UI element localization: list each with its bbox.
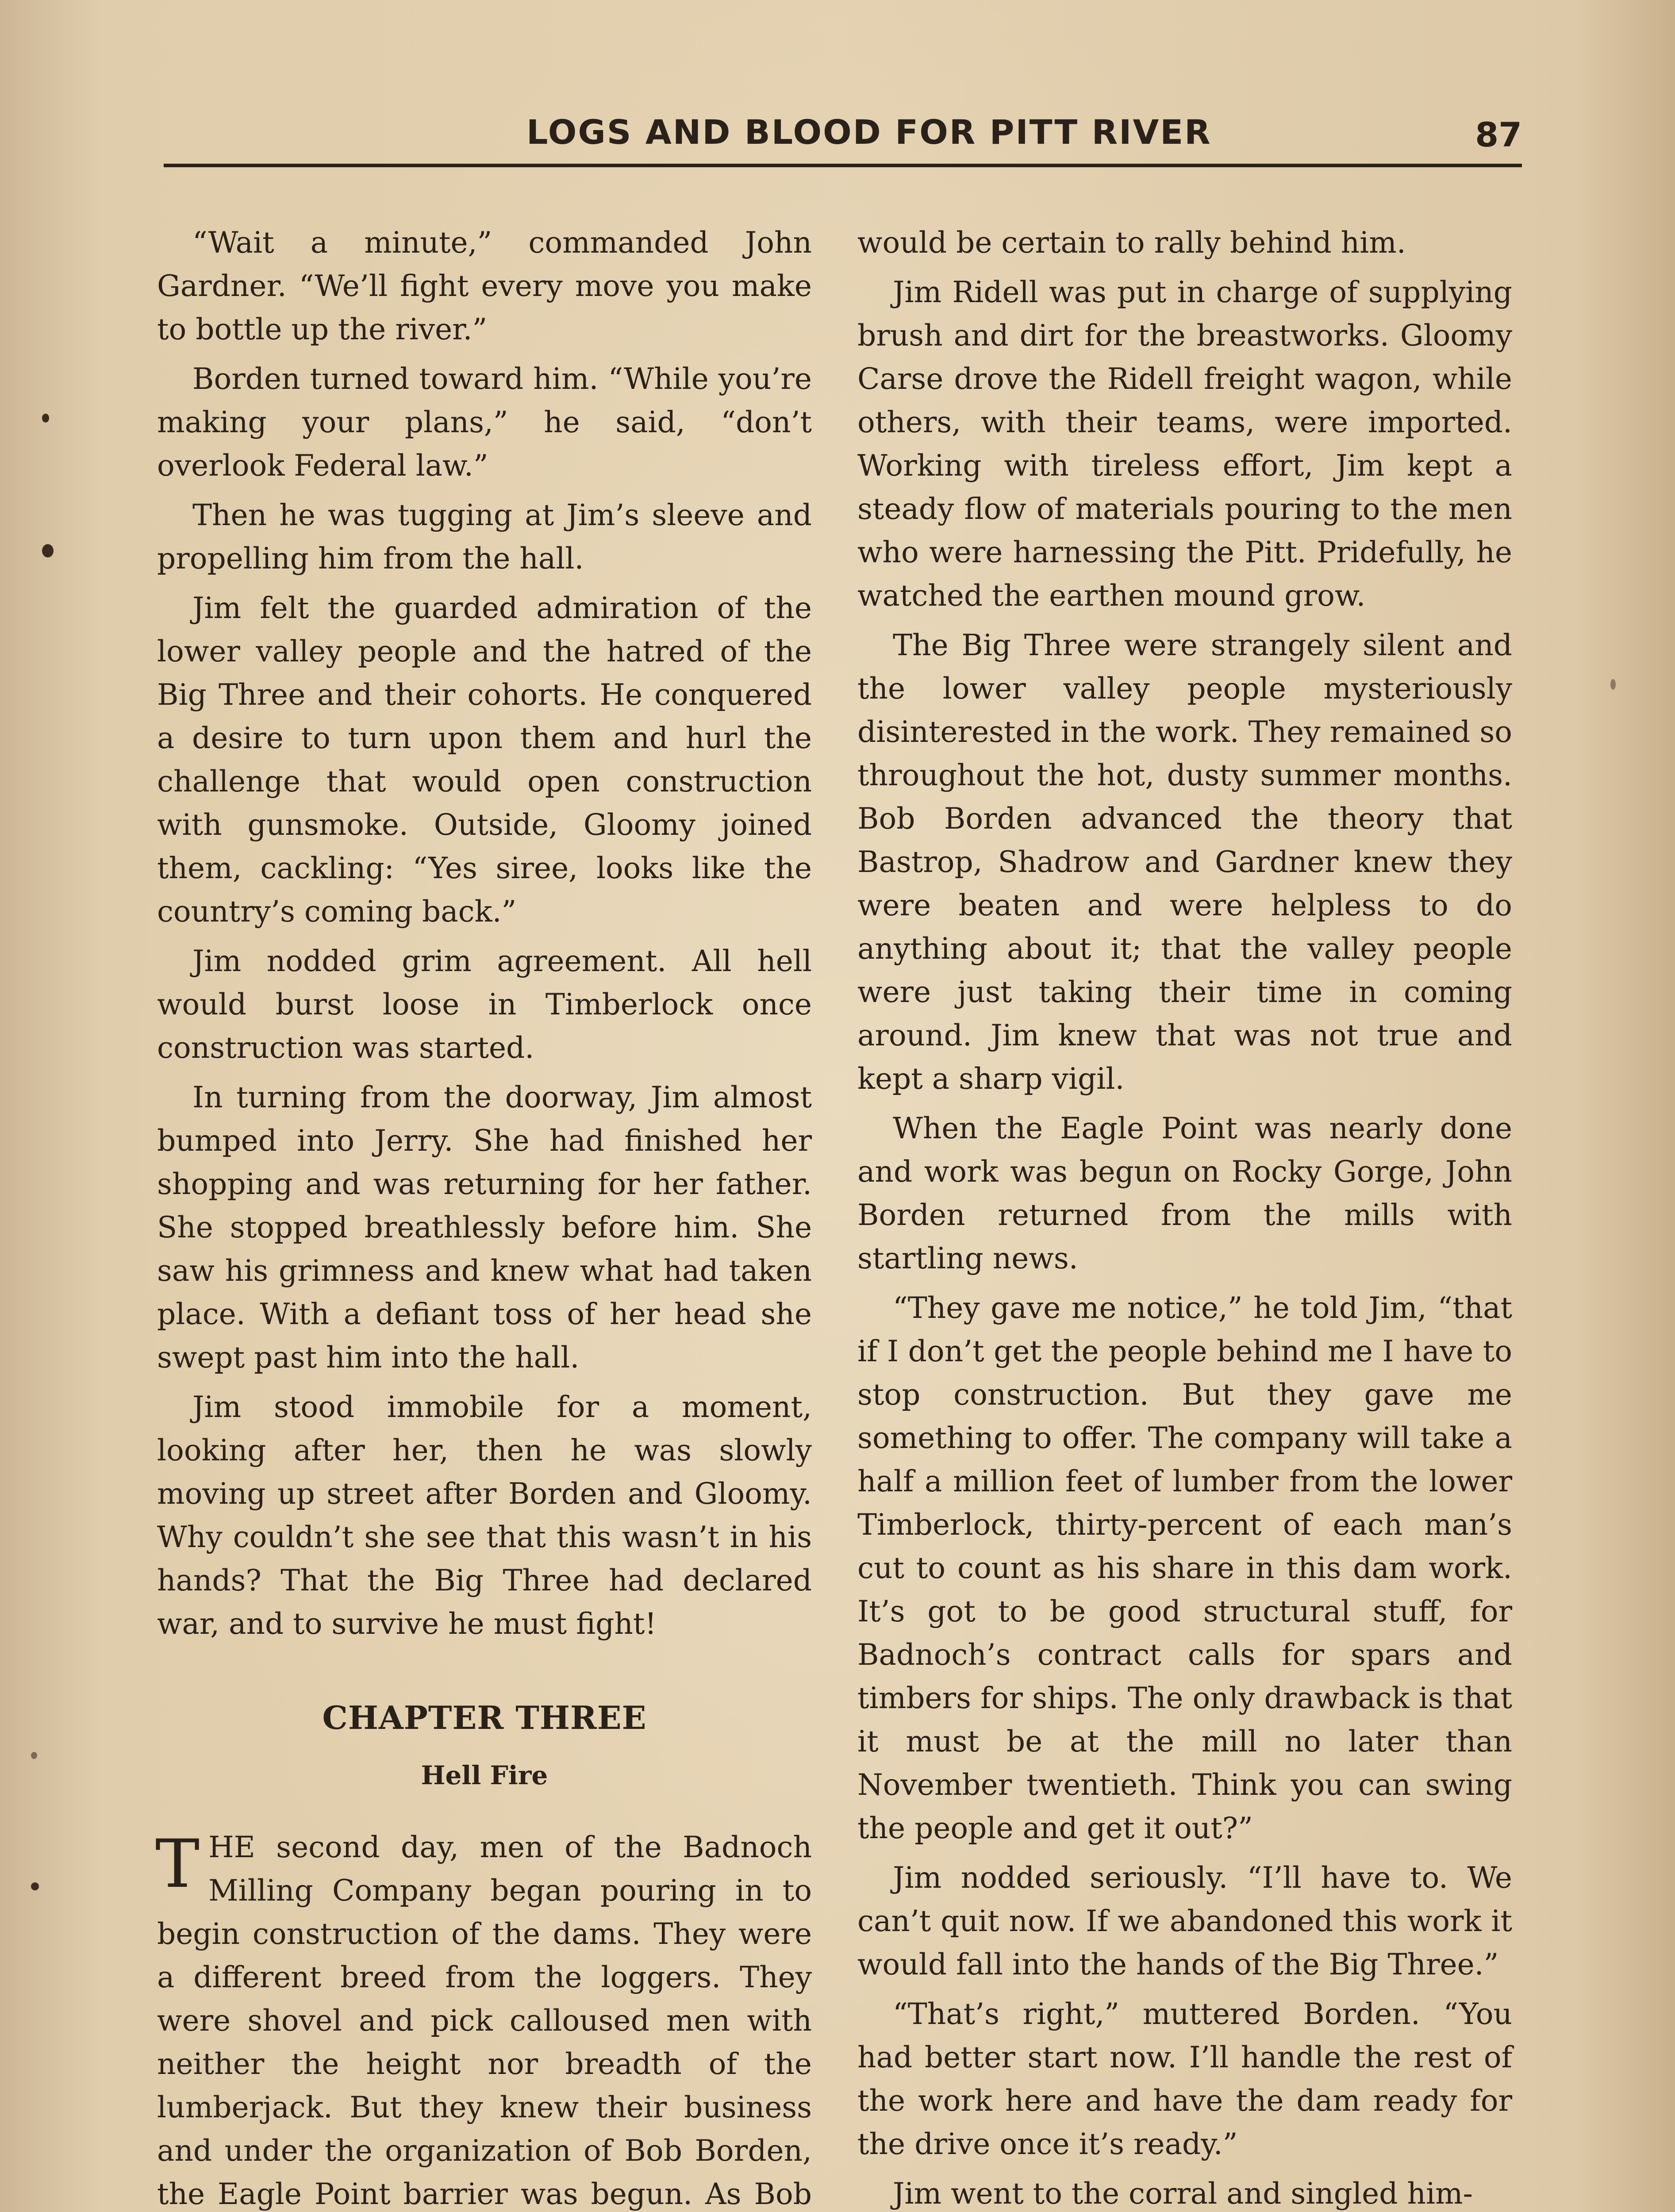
paragraph: Then he was tugging at Jim’s sleeve and propelling him from the hall. xyxy=(157,498,812,576)
page-header xyxy=(164,111,1522,167)
chapter-subtitle: Hell Fire xyxy=(421,1760,548,1790)
paragraph: Jim stood immobile for a moment, looking after her, then he was slowly moving up street after Borden and Gloomy. Why couldn’t she see that this wasn’t in his hands? That the Big Three had declared war, and to survive he must fight! xyxy=(157,1390,812,1641)
continued-line: would be certain to rally behind him. xyxy=(857,226,1406,260)
paragraph: Borden turned toward him. “While you’re making your plans,” he said, “don’t overlook Federal law.” xyxy=(157,362,812,483)
margin-speck xyxy=(31,1752,37,1759)
chapter-title: CHAPTER THREE xyxy=(322,1699,647,1736)
paragraph: Jim Ridell was put in charge of supplying brush and dirt for the breastworks. Gloomy Carse drove the Ridell freight wagon, while others, with their teams, were imported. Working with tireless effort, Jim kept a steady flow of materials pouring to the men who were harnessing the Pitt. Pridefully, he watched the earthen mound grow. xyxy=(857,275,1512,613)
page-number: 87 xyxy=(1475,115,1522,154)
paragraph: “That’s right,” muttered Borden. “You had better start now. I’ll handle the rest of the work here and have the dam ready for the drive once it’s ready.” xyxy=(857,1997,1512,2161)
drop-cap: T xyxy=(155,1826,200,1903)
left-column xyxy=(157,221,812,2212)
paragraph: Jim felt the guarded admiration of the lower valley people and the hatred of the Big Three and their cohorts. He conquered a desire to turn upon them and hurl the challenge that would open construction with gunsmoke. Outside, Gloomy joined them, cackling: “Yes siree, looks like the country’s coming back.” xyxy=(157,591,812,929)
paragraph: Jim nodded grim agreement. All hell would burst loose in Timberlock once construction was started. xyxy=(157,944,812,1065)
margin-speck xyxy=(1610,679,1616,690)
paragraph: Jim went to the corral and singled him- xyxy=(893,2177,1473,2211)
running-title: LOGS AND BLOOD FOR PITT RIVER xyxy=(526,112,1212,152)
chapter-opening-paragraph xyxy=(157,1826,812,2212)
paragraph: “They gave me notice,” he told Jim, “that if I don’t get the people behind me I have to stop construction. But they gave me something to offer. The company will take a half a million feet of lumber from the lower Timberlock, thirty-percent of each man’s cut to count as his share in this dam work. It’s got to be good structural stuff, for Badnoch’s contract calls for spars and timbers for ships. The only drawback is that it must be at the mill no later than November twentieth. Think you can swing the people and get it out?” xyxy=(857,1291,1512,1845)
margin-speck xyxy=(42,544,54,557)
paragraph: Jim nodded seriously. “I’ll have to. We can’t quit now. If we abandoned this work it would fall into the hands of the Big Three.” xyxy=(857,1861,1512,1982)
paragraph: “Wait a minute,” commanded John Gardner. “We’ll fight every move you make to bottle up the river.” xyxy=(157,226,812,346)
paragraph: When the Eagle Point was nearly done and work was begun on Rocky Gorge, John Borden returned from the mills with startling news. xyxy=(857,1111,1512,1275)
paragraph: In turning from the doorway, Jim almost bumped into Jerry. She had finished her shopping and was returning for her father. She stopped breathlessly before him. She saw his grimness and knew what had taken place. With a defiant toss of her head she swept past him into the hall. xyxy=(157,1080,812,1375)
right-column xyxy=(857,221,1512,2212)
margin-speck xyxy=(42,414,49,422)
margin-speck xyxy=(31,1882,39,1890)
opening-caps: HE xyxy=(208,1830,255,1864)
paragraph: The Big Three were strangely silent and the lower valley people mysteriously disinterested in the work. They remained so throughout the hot, dusty summer months. Bob Borden advanced the theory that Bastrop, Shadrow and Gardner knew they were beaten and were helpless to do anything about it; that the valley people were just taking their time in coming around. Jim knew that was not true and kept a sharp vigil. xyxy=(857,628,1512,1096)
opening-text: second day, men of the Badnoch Milling Company began pouring in to begin construction of the dams. They were a different breed from the loggers. They were shovel and pick calloused men with neither the height nor breadth of the lumberjack. But they knew their business and under the organization of Bob Borden, the Eagle Point barrier was begun. As Bob xyxy=(157,1830,812,2211)
